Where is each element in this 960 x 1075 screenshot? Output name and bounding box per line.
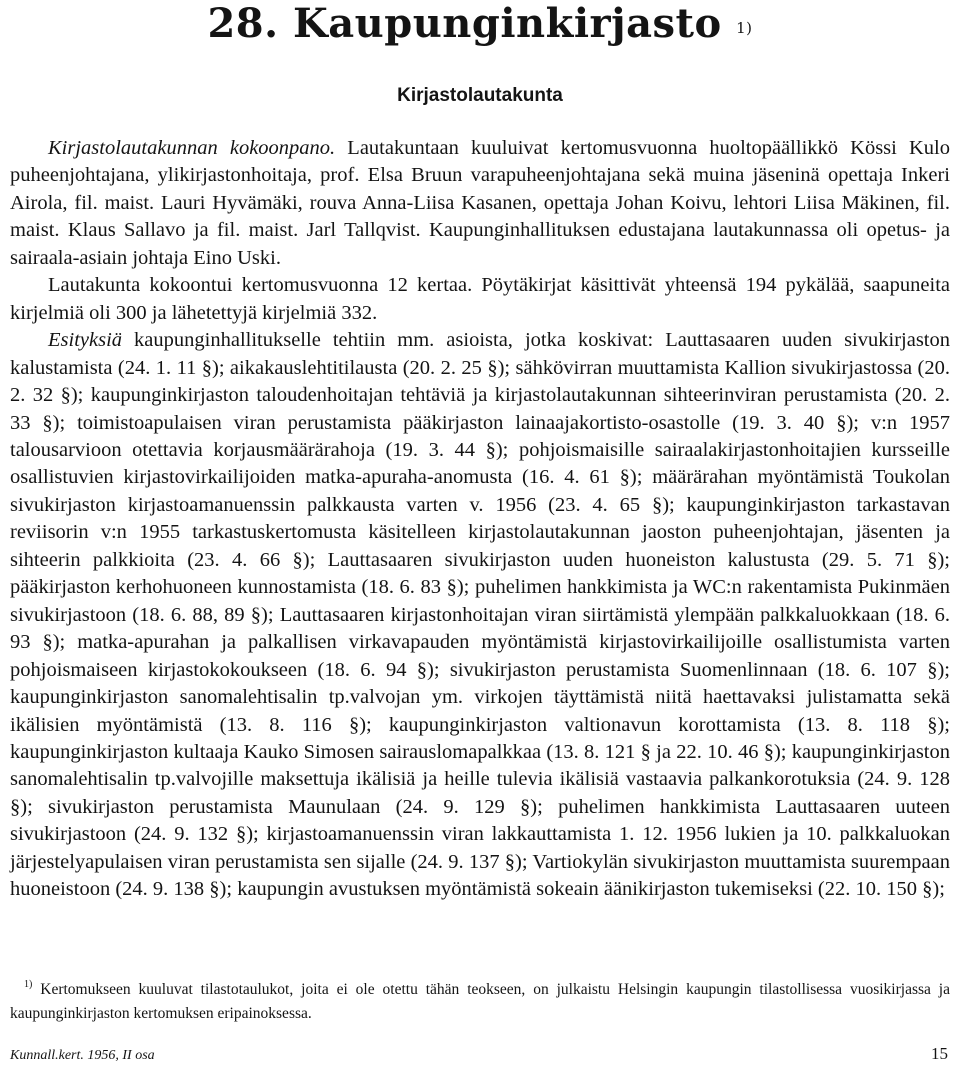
footnote	[10, 974, 950, 1026]
paragraph-composition-text: Lautakuntaan kuuluivat kertomusvuonna huoltopäällikkö Kössi Kulo puheenjohtajana, ylikirjastonhoitaja, prof. Elsa Bruun varapuheenjohtajana sekä muina jäseninä opettaja Inkeri Airola, fil. maist. Lauri Hyvämäki, rouva Anna-Liisa Kasanen, opettaja Johan Koivu, lehtori Liisa Mäkinen, fil. maist. Klaus Sallavo ja fil. maist. Jarl Tallqvist. Kaupunginhallituksen edustajana lautakunnassa oli opetus- ja sairaala-asiain johtaja Eino Uski.	[10, 137, 950, 269]
page-title-text: 28. Kaupunginkirjasto	[207, 0, 722, 47]
footnote-marker: 1)	[24, 979, 33, 990]
title-footnote-marker: 1)	[736, 19, 753, 37]
paragraph-proposals	[10, 327, 950, 904]
footer-source: Kunnall.kert. 1956, II osa	[10, 1048, 155, 1063]
paragraph-composition-lead: Kirjastolautakunnan kokoonpano.	[48, 137, 336, 159]
paragraph-proposals-text: kaupunginhallitukselle tehtiin mm. asioista, jotka koskivat: Lauttasaaren uuden sivukirjaston kalustamista (24. 1. 11 §); aikakauslehtitilausta (20. 2. 25 §); sähkövirran muuttamista Kallion sivukirjastossa (20. 2. 32 §); kaupunginkirjaston taloudenhoitajan tehtäviä ja kirjastolautakunnan sihteerinviran perustamista (20. 2. 33 §); toimistoapulaisen viran perustamista pääkirjaston lainaajakortisto-osastolle (19. 3. 40 §); v:n 1957 talousarvioon otettavia korjausmäärärahoja (19. 3. 44 §); pohjoismaisille sairaalakirjastonhoitajien kursseille osallistuvien kirjastovirkailijoiden matka-apuraha-anomusta (16. 4. 61 §); määrärahan myöntämistä Toukolan sivukirjaston kirjastoamanuenssin palkkausta varten v. 1956 (23. 4. 65 §); kaupunginkirjaston tarkastavan reviisorin v:n 1955 tarkastuskertomusta käsitelleen kirjastolautakunnan jaoston puheenjohtajan, jäsenten ja sihteerin palkkioita (23. 4. 66 §); Lauttasaaren sivukirjaston uuden huoneiston kalustusta (29. 5. 71 §); pääkirjaston kerhohuoneen kunnostamista (18. 6. 83 §); puhelimen hankkimista ja WC:n rakentamista Pukinmäen sivukirjastoon (18. 6. 88, 89 §); Lauttasaaren kirjastonhoitajan viran siirtämistä ylempään palkkaluokkaan (18. 6. 93 §); matka-apurahan ja palkallisen virkavapauden myöntämistä kirjastovirkailijoille osallistumista varten pohjoismaiseen kirjastokokoukseen (18. 6. 94 §); sivukirjaston perustamista Suomenlinnaan (18. 6. 107 §); kaupunginkirjaston sanomalehtisalin tp.valvojan ym. virkojen täyttämistä niitä haettavaksi julistamatta sekä ikälisien myöntämistä (13. 8. 116 §); kaupunginkirjaston valtionavun korottamista (13. 8. 118 §); kaupunginkirjaston kultaaja Kauko Simosen sairauslomapalkkaa (13. 8. 121 § ja 22. 10. 46 §); kaupunginkirjaston sanomalehtisalin tp.valvojille maksettuja ikälisiä ja heille tulevia ikälisiä vastaavia palkankorotuksia (24. 9. 128 §); sivukirjaston perustamista Maunulaan (24. 9. 129 §); puhelimen hankkimista Lauttasaaren uuteen sivukirjastoon (24. 9. 132 §); kirjastoamanuenssin viran lakkauttamista 1. 12. 1956 lukien ja 10. palkkaluokan järjestelyapulaisen viran perustamista sen sijalle (24. 9. 137 §); Vartiokylän sivukirjaston muuttamista suurempaan huoneistoon (24. 9. 138 §); kaupungin avustuksen myöntämistä sokeain äänikirjaston tukemiseksi (22. 10. 150 §);	[10, 329, 950, 901]
paragraph-proposals-lead: Esityksiä	[48, 329, 123, 352]
paragraph-meetings: Lautakunta kokoontui kertomusvuonna 12 kertaa. Pöytäkirjat käsittivät yhteensä 194 pykälää, saapuneita kirjelmiä oli 300 ja lähetettyjä kirjelmiä 332.	[10, 274, 950, 324]
page-title	[0, 0, 960, 48]
page-number: 15	[931, 1044, 948, 1063]
section-heading: Kirjastolautakunta	[397, 85, 563, 106]
footnote-text: Kertomukseen kuuluvat tilastotaulukot, joita ei ole otettu tähän teokseen, on julkaistu Helsingin kaupungin tilastollisessa vuosikirjassa ja kaupunginkirjaston kertomuksen eripainoksessa.	[10, 981, 950, 1023]
body-text	[10, 135, 950, 904]
paragraph-composition	[10, 135, 950, 272]
